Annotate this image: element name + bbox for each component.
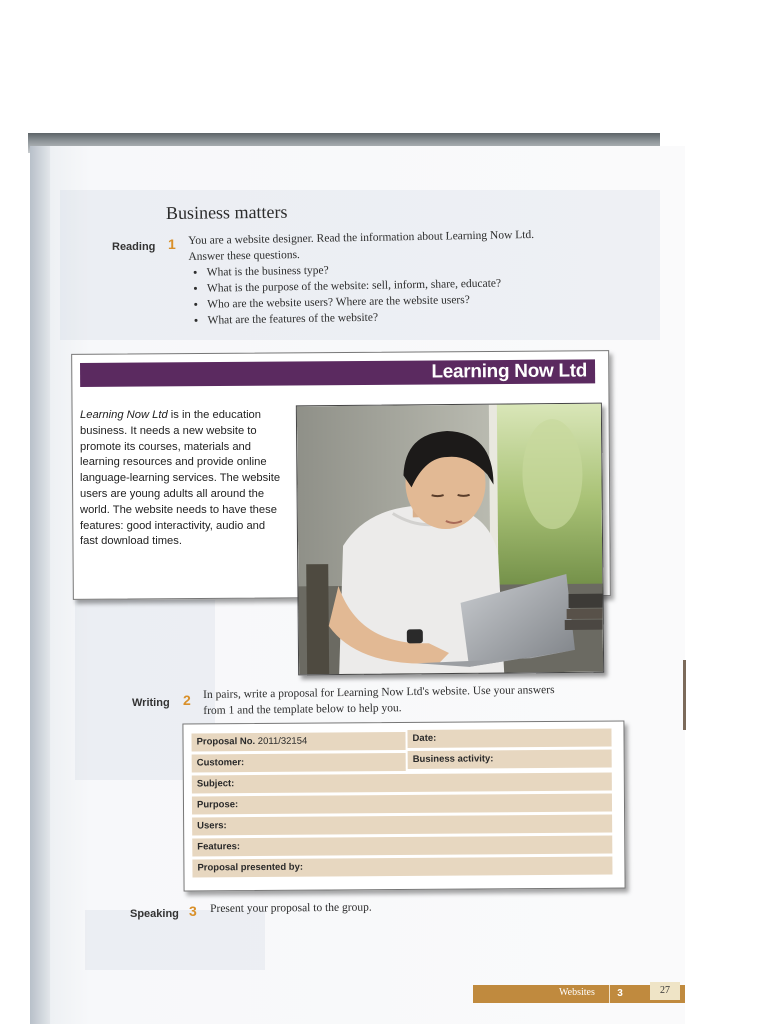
proposal-no-label: Proposal No. (196, 736, 256, 748)
speaking-instructions: Present your proposal to the group. (210, 901, 372, 915)
subject-label: Subject: (196, 778, 235, 790)
features-field (192, 836, 612, 857)
student-laptop-photo (296, 403, 604, 676)
writing-label: Writing (132, 697, 170, 709)
page-number: 27 (650, 982, 680, 1000)
customer-label: Customer: (196, 757, 245, 769)
company-description (80, 408, 286, 550)
users-label: Users: (197, 820, 227, 832)
proposal-no-field (191, 732, 405, 751)
purpose-label: Purpose: (196, 799, 239, 811)
proposal-template (182, 720, 625, 891)
company-header-bar (80, 359, 595, 387)
writing-instructions (203, 681, 603, 719)
customer-field (192, 753, 406, 772)
proposal-no-value: 2011/32154 (257, 735, 308, 748)
business-activity-field (408, 750, 612, 769)
unit-name: Websites (559, 987, 595, 998)
speaking-number: 3 (189, 903, 197, 919)
reading-question: • Who are the website users? Where are the website users? (207, 290, 589, 313)
features-label: Features: (197, 841, 241, 853)
company-title: Learning Now Ltd (431, 360, 588, 383)
writing-number: 2 (183, 692, 191, 708)
company-name-italic: Learning Now Ltd (80, 409, 168, 421)
date-field (407, 729, 611, 748)
reading-label: Reading (112, 241, 156, 253)
reading-intro-line1: You are a website designer. Read the information about Learning Now Ltd. (188, 228, 535, 247)
photo-illustration (297, 404, 603, 675)
date-label: Date: (412, 732, 437, 744)
reading-questions-list (189, 258, 590, 329)
presented-by-label: Proposal presented by: (197, 861, 304, 874)
speaking-label: Speaking (130, 908, 179, 920)
users-field (192, 815, 612, 836)
business-activity-label: Business activity: (412, 753, 494, 765)
page-spine-shadow (30, 146, 50, 1024)
reading-number: 1 (168, 236, 176, 252)
reading-question: • What is the business type? (207, 258, 589, 281)
purpose-field (192, 794, 612, 815)
section-title: Business matters (165, 201, 288, 223)
reading-question: • What are the features of the website? (207, 306, 589, 329)
writing-line1: In pairs, write a proposal for Learning Now Ltd's website. Use your answers (203, 684, 555, 701)
reading-intro-line2: Answer these questions. (188, 249, 300, 263)
subject-field (192, 773, 612, 794)
company-description-text: is in the education business. It needs a new website to promote its courses, materials and learning resources and provide online language-learning services. The website users are young adults all around the world. The website needs to have these features: good interactivity, audio and fast download times. (80, 409, 281, 548)
reading-instructions (188, 226, 590, 329)
reading-question: • What is the purpose of the website: sell, inform, share, educate? (207, 274, 589, 297)
writing-line2: from 1 and the template below to help you. (203, 702, 402, 717)
presented-by-field (192, 857, 612, 878)
unit-number: 3 (609, 985, 630, 1003)
page-edge-mark (683, 660, 686, 730)
